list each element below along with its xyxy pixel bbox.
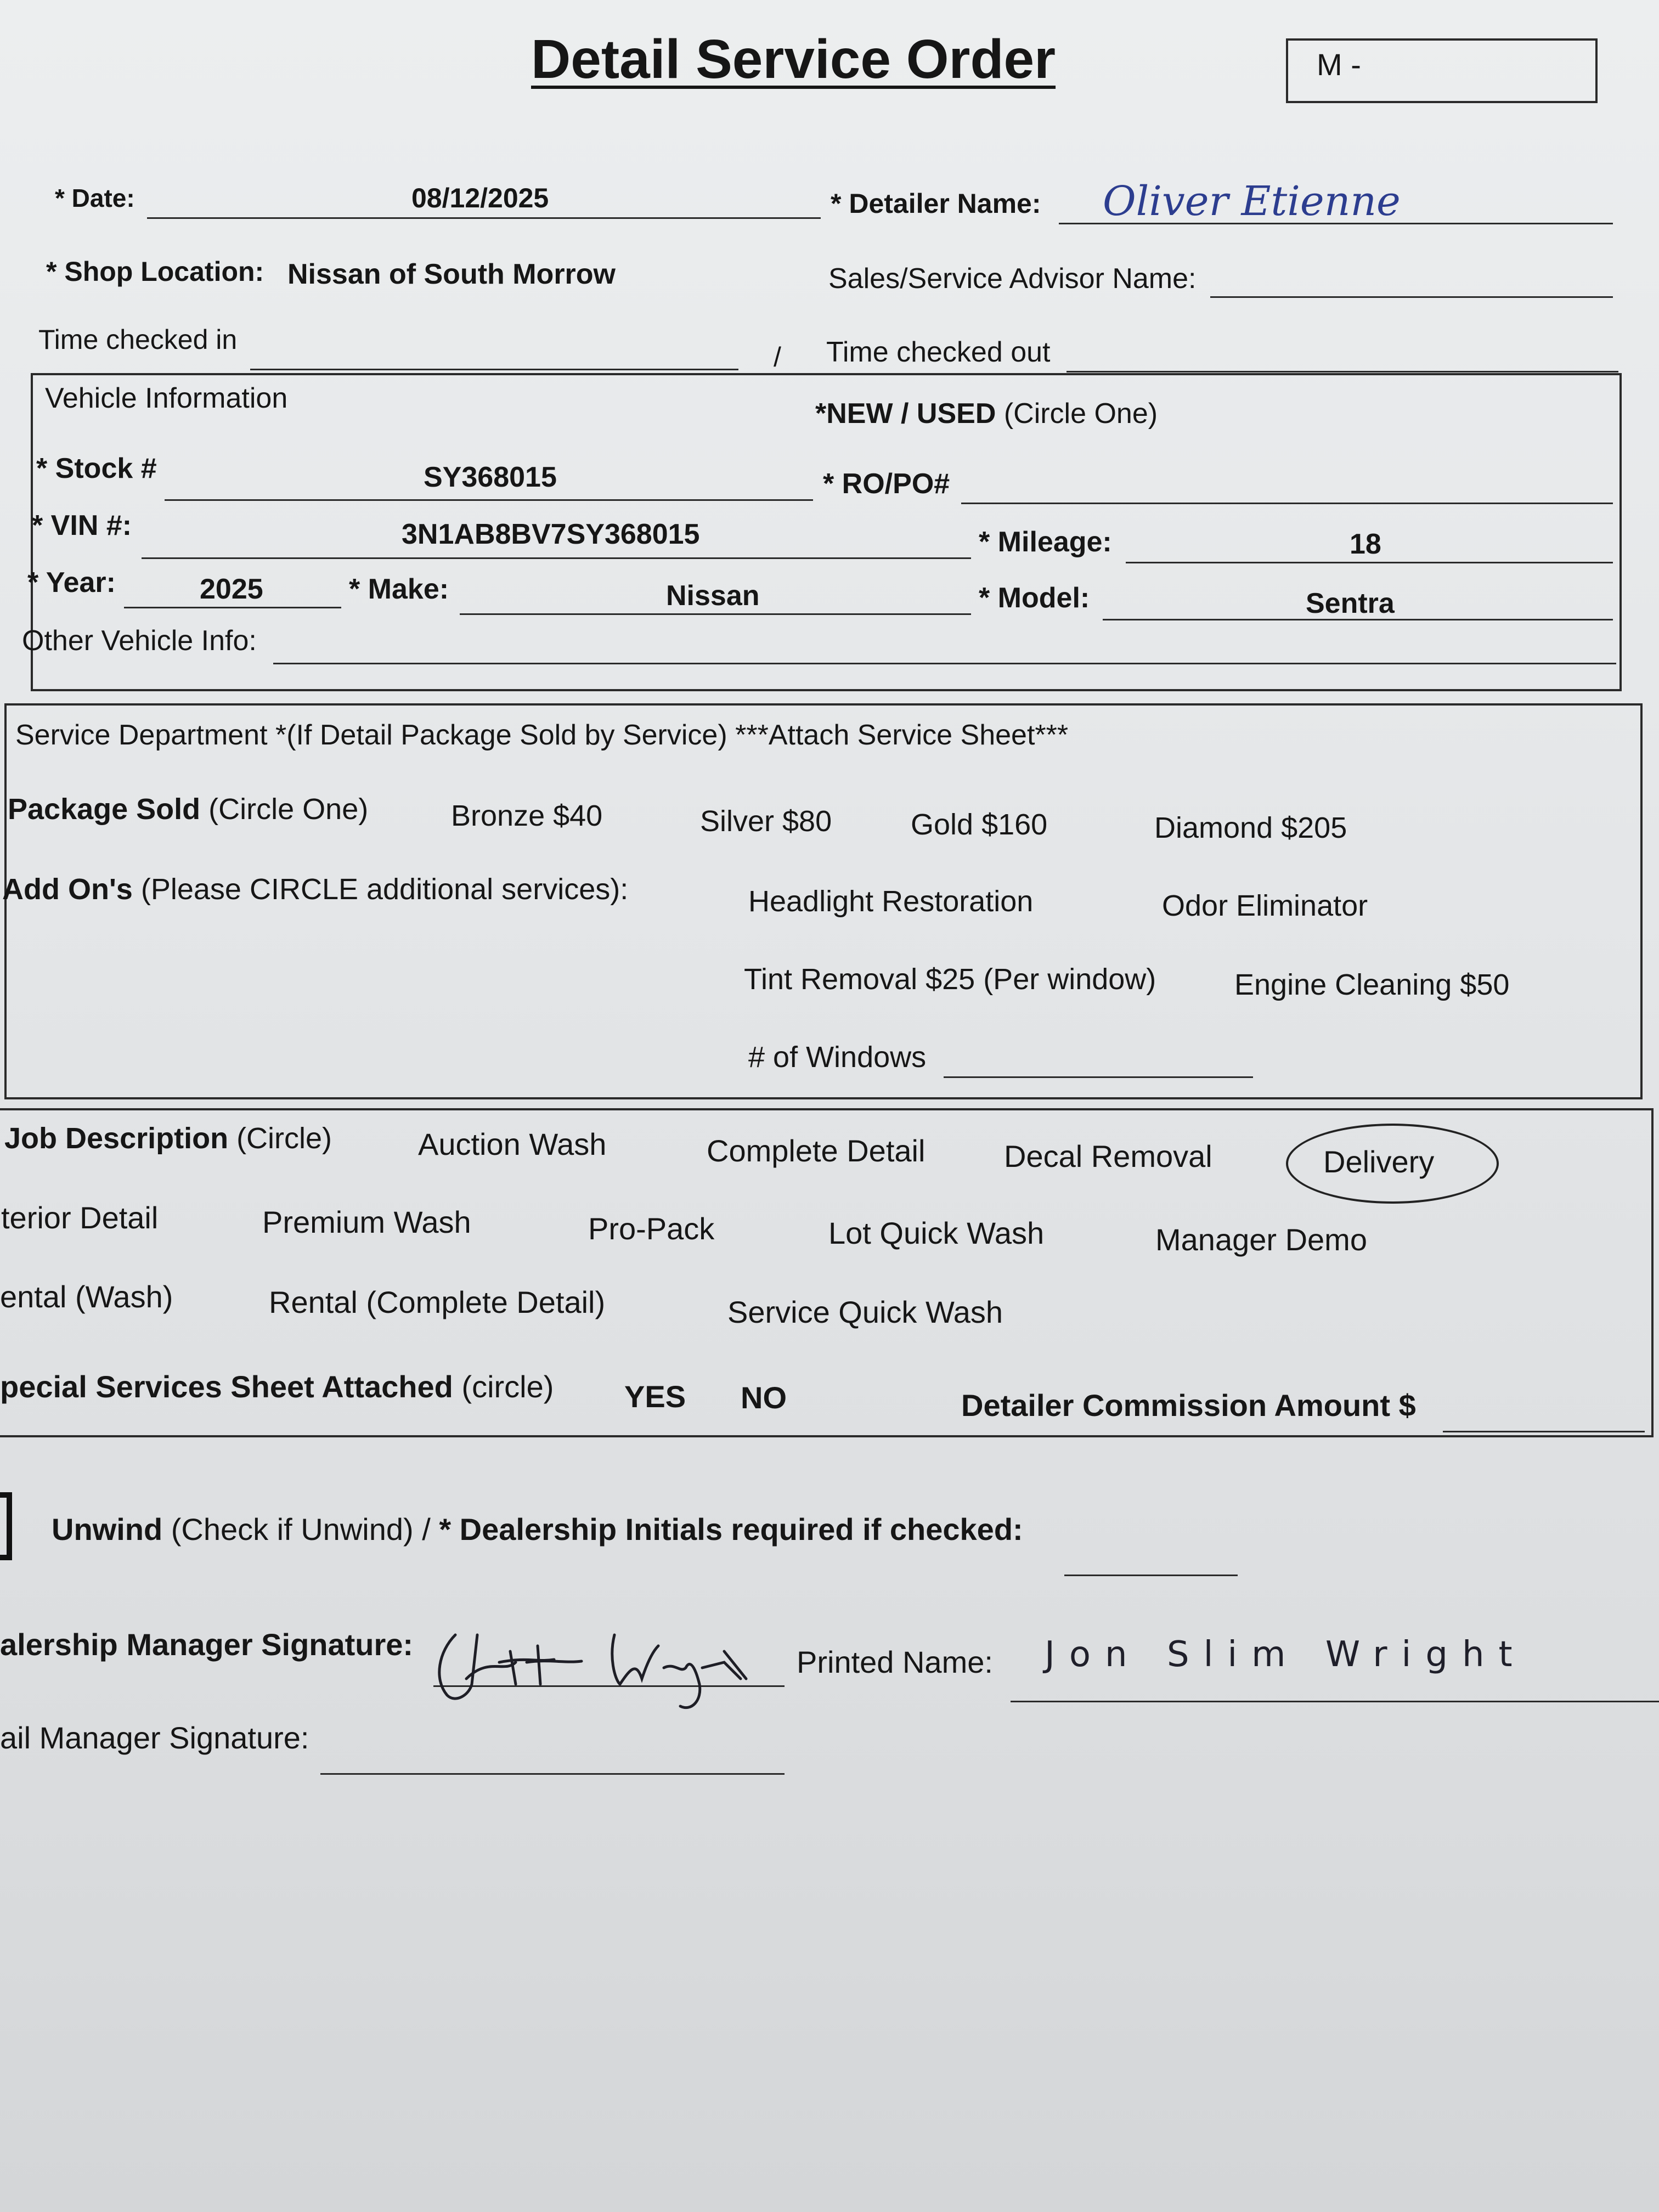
detailer-label: * Detailer Name: xyxy=(831,188,1041,219)
package-sold-bold: Package Sold xyxy=(8,793,201,826)
job-delivery: Delivery xyxy=(1323,1144,1435,1179)
stock-label: * Stock # xyxy=(36,453,157,484)
date-line xyxy=(147,217,821,219)
make-value: Nissan xyxy=(666,580,760,612)
addon-engine: Engine Cleaning $50 xyxy=(1234,968,1510,1001)
date-value: 08/12/2025 xyxy=(411,183,549,213)
commission-line xyxy=(1443,1431,1645,1432)
special-services-suffix: (circle) xyxy=(453,1369,554,1404)
vin-value: 3N1AB8BV7SY368015 xyxy=(402,518,700,550)
job-service-quick-wash: Service Quick Wash xyxy=(727,1295,1003,1329)
other-vehicle-line xyxy=(273,663,1616,664)
order-number-prefix: M - xyxy=(1317,47,1361,82)
addon-tint: Tint Removal $25 (Per window) xyxy=(744,963,1156,996)
job-auction-wash: Auction Wash xyxy=(418,1127,607,1161)
commission-label: Detailer Commission Amount $ xyxy=(961,1388,1416,1423)
job-premium-wash: Premium Wash xyxy=(262,1205,471,1239)
special-yes: YES xyxy=(624,1379,686,1414)
unwind-checkbox[interactable] xyxy=(0,1492,12,1560)
addon-headlight: Headlight Restoration xyxy=(748,885,1034,918)
form-title: Detail Service Order xyxy=(531,29,1056,90)
ro-po-label: * RO/PO# xyxy=(823,468,950,500)
job-lot-quick-wash: Lot Quick Wash xyxy=(828,1216,1045,1250)
year-value: 2025 xyxy=(200,573,263,605)
service-dept-header: Service Department *(If Detail Package Sold by Service) ***Attach Service Sheet*** xyxy=(15,719,1069,751)
unwind-bold: Unwind xyxy=(52,1512,163,1547)
special-services-bold: pecial Services Sheet Attached xyxy=(0,1369,453,1404)
detail-sig-line xyxy=(320,1773,785,1775)
mileage-line xyxy=(1126,562,1613,563)
detailer-handwritten: Oliver Etienne xyxy=(1103,178,1401,225)
job-manager-demo: Manager Demo xyxy=(1155,1222,1367,1257)
job-description-bold: Job Description xyxy=(4,1122,229,1155)
job-description-label xyxy=(4,1124,332,1153)
new-used-suffix: (Circle One) xyxy=(996,398,1158,430)
mileage-value: 18 xyxy=(1350,528,1381,560)
job-complete-detail: Complete Detail xyxy=(707,1133,926,1168)
job-interior-detail: terior Detail xyxy=(1,1200,159,1235)
job-description-suffix: (Circle) xyxy=(228,1122,332,1155)
addons-suffix: (Please CIRCLE additional services): xyxy=(132,873,629,906)
windows-label: # of Windows xyxy=(748,1041,927,1074)
time-in-label: Time checked in xyxy=(38,324,238,355)
model-label: * Model: xyxy=(979,582,1090,614)
addons-bold: Add On's xyxy=(2,873,133,906)
addon-odor: Odor Eliminator xyxy=(1162,889,1368,922)
unwind-label xyxy=(52,1514,1023,1545)
printed-name-handwritten: Jon Slim Wright xyxy=(1045,1634,1527,1675)
time-out-line xyxy=(1066,371,1618,373)
windows-line xyxy=(944,1076,1253,1078)
package-sold-suffix: (Circle One) xyxy=(200,793,369,826)
stock-value: SY368015 xyxy=(424,461,557,493)
job-decal-removal: Decal Removal xyxy=(1004,1139,1212,1173)
year-line xyxy=(124,607,341,608)
printed-name-label: Printed Name: xyxy=(797,1645,993,1679)
time-in-line xyxy=(250,369,738,370)
year-label: * Year: xyxy=(27,567,116,599)
printed-name-line xyxy=(1011,1701,1659,1702)
other-vehicle-label: Other Vehicle Info: xyxy=(22,625,257,657)
package-sold-label xyxy=(8,794,368,824)
new-used-bold: *NEW / USED xyxy=(815,398,996,430)
package-gold: Gold $160 xyxy=(911,808,1048,841)
date-label: * Date: xyxy=(55,184,135,212)
ro-po-line xyxy=(961,503,1613,504)
unwind-initials-line xyxy=(1064,1575,1238,1576)
dealership-sig-label: alership Manager Signature: xyxy=(0,1627,414,1662)
special-no: NO xyxy=(741,1380,787,1415)
model-value: Sentra xyxy=(1306,588,1395,619)
stock-line xyxy=(165,499,813,501)
vin-line xyxy=(142,557,971,559)
package-diamond: Diamond $205 xyxy=(1154,811,1347,844)
manager-signature xyxy=(417,1602,795,1723)
advisor-label: Sales/Service Advisor Name: xyxy=(828,263,1197,295)
time-out-label: Time checked out xyxy=(826,336,1051,368)
shop-location-value: Nissan of South Morrow xyxy=(287,258,616,290)
job-pro-pack: Pro-Pack xyxy=(588,1211,715,1246)
job-rental-complete: Rental (Complete Detail) xyxy=(269,1285,606,1319)
vin-label: * VIN #: xyxy=(32,510,132,541)
shop-location-label: * Shop Location: xyxy=(46,256,264,287)
vehicle-section-title: Vehicle Information xyxy=(45,382,288,414)
package-bronze: Bronze $40 xyxy=(451,799,603,832)
advisor-line xyxy=(1210,296,1613,298)
special-services-label xyxy=(0,1369,554,1404)
time-slash: / xyxy=(774,342,781,373)
job-rental-wash: ental (Wash) xyxy=(0,1279,173,1314)
package-silver: Silver $80 xyxy=(700,805,832,838)
unwind-initials-bold: * Dealership Initials required if checked: xyxy=(439,1512,1023,1547)
new-used-label xyxy=(815,399,1158,428)
addons-label xyxy=(2,874,628,904)
unwind-rest: (Check if Unwind) / xyxy=(162,1512,439,1547)
mileage-label: * Mileage: xyxy=(979,526,1112,558)
detail-sig-label: ail Manager Signature: xyxy=(0,1720,309,1755)
make-label: * Make: xyxy=(349,573,449,605)
make-line xyxy=(460,613,971,615)
